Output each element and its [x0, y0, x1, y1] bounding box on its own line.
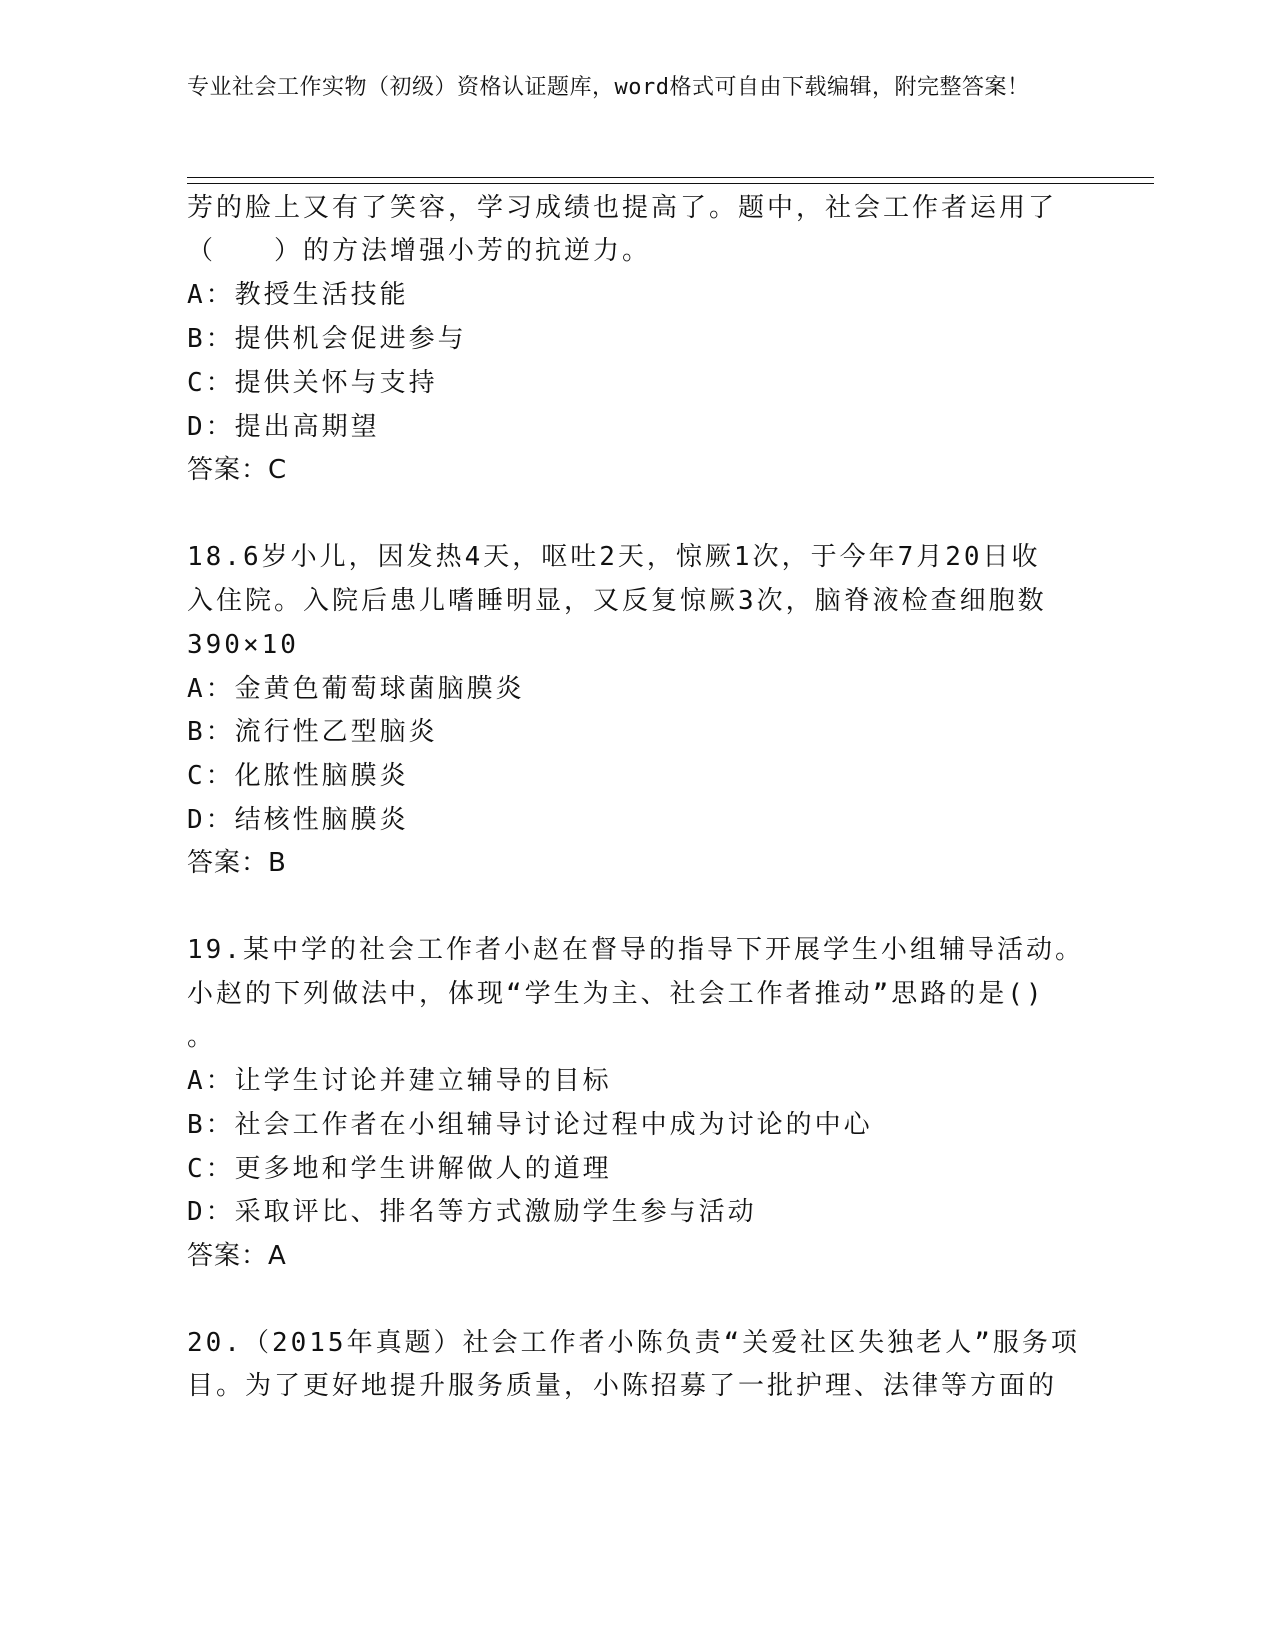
question-20-text-line-2: 目。为了更好地提升服务质量，小陈招募了一批护理、法律等方面的 — [187, 1371, 1058, 1401]
question-18-option-c: C：化脓性脑膜炎 — [187, 761, 409, 791]
question-18-text-line-1: 18.6岁小儿，因发热4天，呕吐2天，惊厥1次，于今年7月20日收 — [187, 542, 1041, 572]
question-18-option-a: A：金黄色葡萄球菌脑膜炎 — [187, 674, 525, 704]
question-17-text-line-2: （ ）的方法增强小芳的抗逆力。 — [187, 236, 652, 266]
header-divider-top — [187, 177, 1154, 178]
question-19-option-a: A：让学生讨论并建立辅导的目标 — [187, 1066, 612, 1096]
document-header: 专业社会工作实物（初级）资格认证题库，word格式可自由下载编辑，附完整答案！ — [187, 75, 1030, 100]
question-18-text-line-3: 390×10 — [187, 630, 299, 660]
question-19-option-d: D：采取评比、排名等方式激励学生参与活动 — [187, 1197, 757, 1227]
question-18-answer: 答案：B — [187, 848, 287, 878]
question-18-text-line-2: 入住院。入院后患儿嗜睡明显，又反复惊厥3次，脑脊液检查细胞数 — [187, 586, 1047, 616]
question-17-option-a: A：教授生活技能 — [187, 280, 409, 310]
question-19-text-line-3: 。 — [187, 1022, 217, 1052]
question-19-text-line-1: 19.某中学的社会工作者小赵在督导的指导下开展学生小组辅导活动。 — [187, 935, 1084, 965]
question-19-answer: 答案：A — [187, 1241, 287, 1271]
question-17-text-line-1: 芳的脸上又有了笑容，学习成绩也提高了。题中，社会工作者运用了 — [187, 193, 1058, 223]
question-19-text-line-2: 小赵的下列做法中，体现“学生为主、社会工作者推动”思路的是() — [187, 979, 1045, 1009]
question-20-text-line-1: 20.（2015年真题）社会工作者小陈负责“关爱社区失独老人”服务项 — [187, 1328, 1080, 1358]
question-19-option-b: B：社会工作者在小组辅导讨论过程中成为讨论的中心 — [187, 1110, 873, 1140]
question-17-option-d: D：提出高期望 — [187, 412, 380, 442]
question-17-answer: 答案：C — [187, 455, 288, 485]
header-divider-bottom — [187, 183, 1154, 184]
question-17-option-c: C：提供关怀与支持 — [187, 368, 438, 398]
question-18-option-d: D：结核性脑膜炎 — [187, 805, 409, 835]
question-17-option-b: B：提供机会促进参与 — [187, 324, 467, 354]
question-19-option-c: C：更多地和学生讲解做人的道理 — [187, 1154, 612, 1184]
question-18-option-b: B：流行性乙型脑炎 — [187, 717, 438, 747]
